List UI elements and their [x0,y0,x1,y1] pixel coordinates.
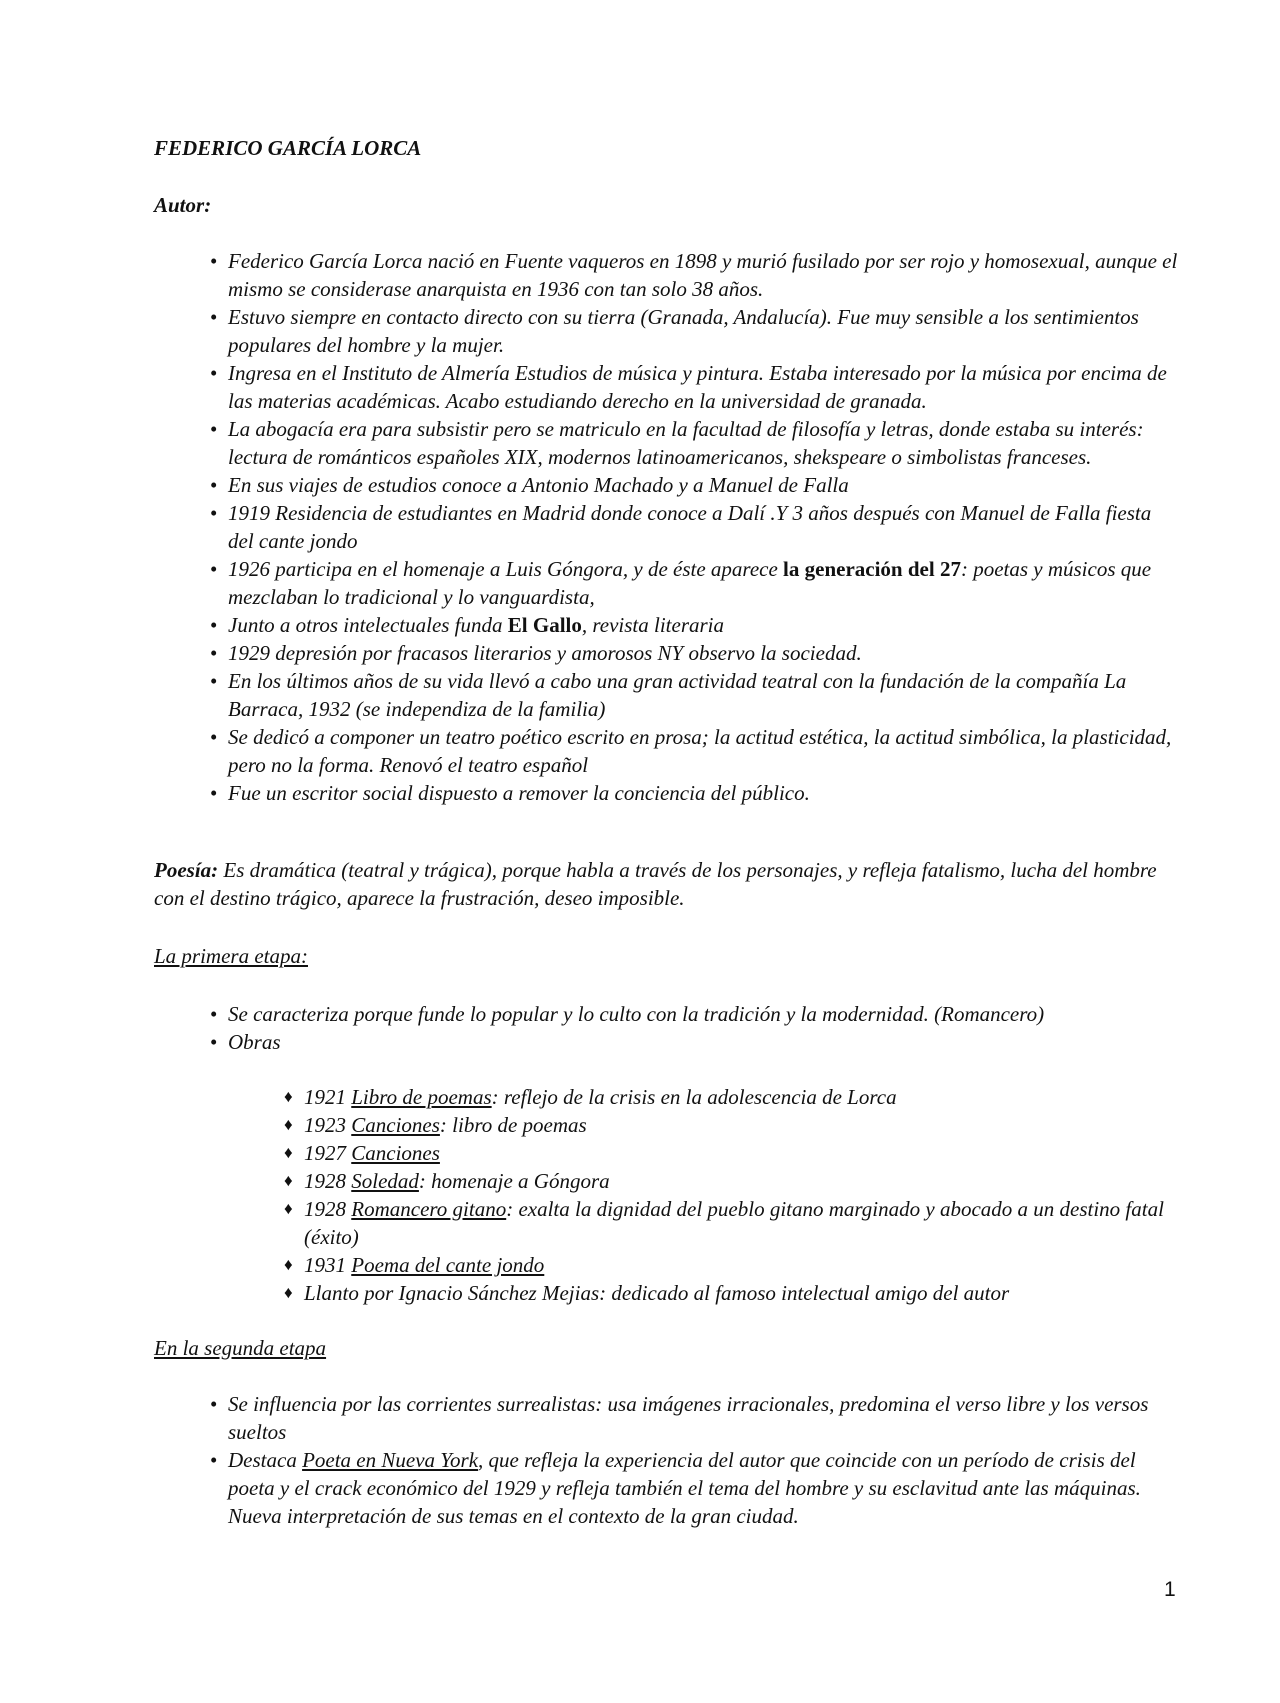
obra-year: 1928 [304,1197,352,1221]
obra-item [284,1195,1164,1251]
obra-item [284,1111,1164,1139]
obras-list [284,1083,1164,1307]
poesia-label: Poesía: [154,858,219,882]
obra-item [284,1251,1164,1279]
obra-desc: : libro de poemas [439,1113,587,1137]
list-item: • Se caracteriza porque funde lo popular y lo culto con la tradición y la modernidad. (Romancero) [210,1000,1180,1028]
poesia-paragraph [154,856,1180,912]
obra-year: 1931 [304,1253,352,1277]
item-text: Destaca [228,1448,303,1472]
obra-year: 1928 [304,1169,352,1193]
obra-item [284,1167,1164,1195]
list-item: • 1929 depresión por fracasos literarios y amorosos NY observo la sociedad. [210,639,1180,667]
obra-item [284,1139,1164,1167]
autor-heading: Autor: [154,193,212,217]
list-item: • Estuvo siempre en contacto directo con su tierra (Granada, Andalucía). Fue muy sensible a los sentimientos populares del hombre y la mujer. [210,303,1180,359]
list-item: • Se influencia por las corrientes surrealistas: usa imágenes irracionales, predomina el verso libre y los versos sueltos [210,1390,1180,1446]
obra-desc: : reflejo de la crisis en la adolescencia de Lorca [491,1085,897,1109]
primera-etapa-list [210,1000,1180,1056]
list-item: • Se dedicó a componer un teatro poético escrito en prosa; la actitud estética, la actitud simbólica, la plasticidad, pero no la forma. Renovó el teatro español [210,723,1180,779]
segunda-etapa-list [210,1390,1180,1530]
item-text: , que refleja la experiencia del autor que coincide con un período de crisis del poeta y el crack económico del 1929 y refleja también el tema del hombre y su esclavitud ante las máquinas. Nueva interpretación de sus temas en el contexto de la gran ciudad. [228,1448,1141,1528]
obra-desc: : exalta la dignidad del pueblo gitano marginado y abocado a un destino fatal (éxito) [304,1197,1164,1249]
generacion-27-term: la generación del 27 [783,557,961,581]
list-item [210,611,1180,639]
document-title: FEDERICO GARCÍA LORCA [154,136,422,160]
item-text: Junto a otros intelectuales funda [228,613,508,637]
el-gallo-term: El Gallo [507,613,582,637]
obra-title: Libro de poemas [351,1085,492,1109]
list-item: • Fue un escritor social dispuesto a remover la conciencia del público. [210,779,1180,807]
obra-year: 1927 [304,1141,352,1165]
poesia-text: Es dramática (teatral y trágica), porque habla a través de los personajes, y refleja fatalismo, lucha del hombre con el destino trágico, aparece la frustración, deseo imposible. [154,858,1157,910]
obra-title: Romancero gitano [351,1197,507,1221]
primera-etapa-heading: La primera etapa: [154,944,308,968]
item-text: , revista literaria [581,613,725,637]
obra-year: 1921 [304,1085,352,1109]
autor-list [210,247,1180,807]
obra-title: Canciones [351,1141,440,1165]
obra-title: Poema del cante jondo [351,1253,545,1277]
item-text: : poetas y músicos que mezclaban lo tradicional y lo vanguardista, [228,557,1152,609]
list-item: • En sus viajes de estudios conoce a Antonio Machado y a Manuel de Falla [210,471,1180,499]
list-item: • Obras [210,1028,1180,1056]
list-item: • La abogacía era para subsistir pero se matriculo en la facultad de filosofía y letras, donde estaba su interés: lectura de románticos españoles XIX, modernos latinoamericanos, shekspeare o simbolistas franceses. [210,415,1180,471]
list-item [210,555,1180,611]
obra-item: ♦ Llanto por Ignacio Sánchez Mejias: dedicado al famoso intelectual amigo del autor [284,1279,1164,1307]
obra-item [284,1083,1164,1111]
poeta-nueva-york-title: Poeta en Nueva York [302,1448,479,1472]
obra-year: 1923 [304,1113,352,1137]
page-number: 1 [1164,1578,1176,1601]
list-item [210,1446,1180,1530]
list-item: • Ingresa en el Instituto de Almería Estudios de música y pintura. Estaba interesado por la música por encima de las materias académicas. Acabo estudiando derecho en la universidad de granada. [210,359,1180,415]
list-item: • 1919 Residencia de estudiantes en Madrid donde conoce a Dalí .Y 3 años después con Manuel de Falla fiesta del cante jondo [210,499,1180,555]
obra-desc: : homenaje a Góngora [418,1169,610,1193]
obra-title: Soledad [351,1169,419,1193]
segunda-etapa-heading: En la segunda etapa [154,1336,327,1360]
item-text: 1926 participa en el homenaje a Luis Góngora, y de éste aparece [228,557,784,581]
obra-title: Canciones [351,1113,440,1137]
list-item: • Federico García Lorca nació en Fuente vaqueros en 1898 y murió fusilado por ser rojo y homosexual, aunque el mismo se considerase anarquista en 1936 con tan solo 38 años. [210,247,1180,303]
list-item: • En los últimos años de su vida llevó a cabo una gran actividad teatral con la fundación de la compañía La Barraca, 1932 (se independiza de la familia) [210,667,1180,723]
